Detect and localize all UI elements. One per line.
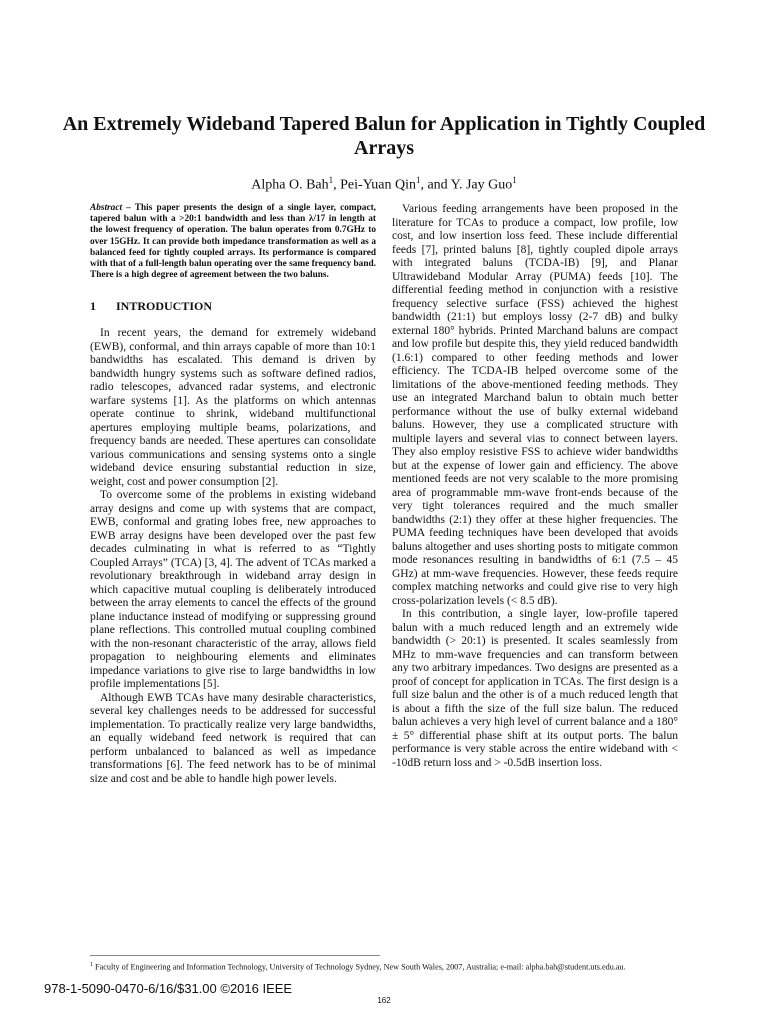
- footnote-text: Faculty of Engineering and Information Technology, University of Technology Sydney, New South Wales, 2007, Australia; e-mail: alpha.bah@student.uts.edu.au.: [93, 962, 626, 972]
- section-heading: [90, 299, 376, 313]
- affiliation-marker: 1: [328, 175, 334, 185]
- right-column: [392, 203, 678, 770]
- affiliation-marker: 1: [415, 175, 421, 185]
- paragraph: In recent years, the demand for extremely wideband (EWB), conformal, and thin arrays capable of more than 10:1 bandwidths has escalated. This demand is driven by bandwidth hungry systems such as software defined radios, radio telescopes, advanced radar systems, and electronic warfare systems [1]. As the platforms on which antennas operate continue to shrink, wideband multifunctional apertures employing multiple beams, polarizations, and frequency bands are needed. These apertures can consolidate various communications and sensing systems onto a single wideband device ensuring substantial reduction in size, weight, cost and power consumption [2].: [90, 327, 376, 488]
- paragraph: Various feeding arrangements have been proposed in the literature for TCAs to produce a compact, low profile, low cost, and low insertion loss feed. These include differential feeds [7], printed baluns [8], tightly coupled dipole arrays with integrated baluns (TCDA-IB) [9], and Planar Ultrawideband Modular Array (PUMA) feeds [10]. The differential feeding method in conjunction with a resistive frequency selective surface (FSS) achieved the highest bandwidth (21:1) but employs lossy (2-7 dB) and bulky external 180° hybrids. Printed Marchand baluns are compact and low profile but despite this, they yield reduced bandwidth (1.6:1) compared to other feeding methods and lower efficiency. The TCDA-IB helped overcome some of the limitations of the above-mentioned feeding methods. They use an integrated Marchand balun to obtain much better performance without the use of bulky external wideband baluns. However, they use a complicated structure with multiple layers and several vias to connect between layers. They also employ resistive FSS to achieve wider bandwidths but at the expense of lower gain and efficiency. The above mentioned feeds are not very scalable to the more promising area of programmable mm-wave front-ends because of the very tight tolerances required and the much smaller bandwidths (2:1) they offer at these higher frequencies. The PUMA feeding techniques have been developed that avoids baluns altogether and uses shorting posts to mitigate common mode resonances resulting in bandwidths of 6:1 (7.5 – 45 GHz) at mm-wave frequencies. However, these feeds require complex matching networks and could give rise to very high cross-polarization levels (< 8.5 dB).: [392, 203, 678, 607]
- section-title: INTRODUCTION: [116, 299, 213, 314]
- footnote: [90, 960, 680, 973]
- footnote-marker: 1: [90, 962, 93, 968]
- author-separator: , and: [420, 177, 451, 193]
- paper-title: An Extremely Wideband Tapered Balun for Application in Tightly Coupled Arrays: [62, 113, 706, 159]
- author-name: Pei-Yuan Qin: [340, 177, 416, 193]
- author-name: Y. Jay Guo: [450, 177, 513, 193]
- page-number: 162: [377, 996, 391, 1005]
- footnote-divider: [90, 955, 380, 956]
- copyright-line: 978-1-5090-0470-6/16/$31.00 ©2016 IEEE: [44, 981, 293, 996]
- author-line: [60, 171, 708, 195]
- abstract: [90, 203, 376, 281]
- abstract-lead: Abstract: [90, 203, 123, 213]
- paragraph: Although EWB TCAs have many desirable characteristics, several key challenges needs to be addressed for successful implementation. To practically realize very large bandwidths, an equally wideband feed network is required that can perform unbalanced to balanced as well as impedance transformations [6]. The feed network has to be of minimal size and cost and be able to handle high power levels.: [90, 691, 376, 785]
- abstract-text: – This paper presents the design of a single layer, compact, tapered balun with a >20:1 bandwidth and less than λ/17 in length at the lowest frequency of operation. The balun operates from 0.7GHz to over 15GHz. It can provide both impedance transformation as well as a balanced feed for tightly coupled arrays. Its performance is compared with that of a full-length balun operating over the same frequency band. There is a high degree of agreement between the two baluns.: [90, 203, 376, 281]
- section-number: 1: [90, 299, 96, 314]
- paragraph: In this contribution, a single layer, low-profile tapered balun with a much reduced length and an extremely wide bandwidth (> 20:1) is presented. It scales seamlessly from MHz to mm-wave frequencies and can transform between any two arbitrary impedances. Two designs are presented as a proof of concept for application in TCAs. The first design is a full size balun and the other is of a much reduced length that is about a fifth the size of the full size balun. The reduced balun achieves a very high level of current balance and a 180° ± 5° differential phase shift at its output ports. The balun performance is very stable across the entire wideband with < -10dB return loss and > -0.5dB insertion loss.: [392, 608, 678, 769]
- affiliation-marker: 1: [512, 175, 517, 185]
- author-separator: ,: [333, 177, 341, 193]
- left-column: [90, 203, 376, 786]
- paragraph: To overcome some of the problems in existing wideband array designs and come up with systems that are compact, EWB, conformal and grating lobes free, new approaches to EWB array designs have been developed over the past few decades culminating in what is referred to as “Tightly Coupled Arrays” (TCA) [3, 4]. The advent of TCAs marked a revolutionary breakthrough in wideband array design in which capacitive mutual coupling is deliberately introduced between the array elements to cancel the effects of the ground plane inductance instead of modifying or suppressing ground plane reflections. This controlled mutual coupling combined with the non-resonant characteristic of the array, allows field propagation to neighbouring elements and eliminates impedance variations to give rise to large bandwidths in low profile implementations [5].: [90, 489, 376, 691]
- author-name: Alpha O. Bah: [251, 177, 329, 193]
